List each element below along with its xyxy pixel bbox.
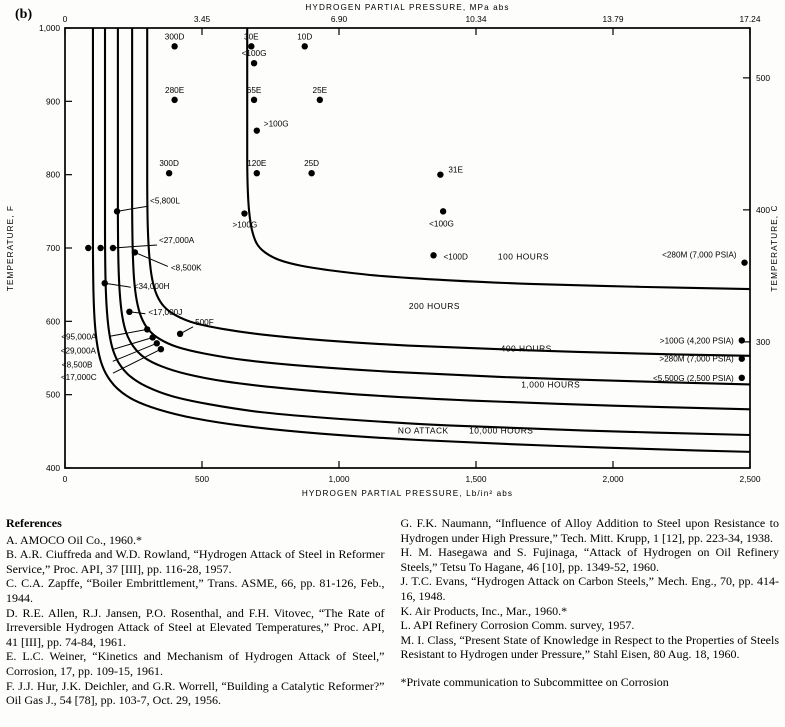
data-point-label: 300D xyxy=(164,32,185,42)
reference-item-f: F. J.J. Hur, J.K. Deichler, and G.R. Worrell, “Building a Catalytic Reformer?” Oil Gas J., 54 [78], pp. 103-7, Oct. 29, 1956. xyxy=(6,678,385,708)
data-point xyxy=(144,326,150,332)
curve-label: 10,000 HOURS xyxy=(469,425,534,436)
reference-item-a: A. AMOCO Oil Co., 1960.* xyxy=(6,532,143,547)
curve-label: 200 HOURS xyxy=(408,300,460,311)
data-point xyxy=(97,245,103,251)
point-leader-line xyxy=(113,349,161,373)
data-point-label: 10D xyxy=(297,32,313,42)
data-point xyxy=(166,170,172,176)
data-point xyxy=(110,245,116,251)
curve-label: 1,000 HOURS xyxy=(521,379,581,390)
y-left-tick-label: 900 xyxy=(46,96,60,107)
x-bottom-tick-label: 2,000 xyxy=(602,474,624,484)
reference-item-j: J. T.C. Evans, “Hydrogen Attack on Carbon Steels,” Mech. Eng., 70, pp. 414-16, 1948. xyxy=(400,574,779,603)
data-point xyxy=(132,249,138,255)
data-point-label: <8,500B xyxy=(61,360,93,370)
y-left-axis-title: TEMPERATURE, F xyxy=(6,204,15,292)
y-left-tick-label: 500 xyxy=(46,389,60,400)
y-right-tick-label: 400 xyxy=(756,204,770,215)
data-point-label: <95,000A xyxy=(61,332,97,342)
data-point xyxy=(114,208,120,214)
references-section xyxy=(6,516,779,724)
data-point xyxy=(171,43,177,49)
data-point-label: 280E xyxy=(165,85,185,95)
x-top-tick-label: 0 xyxy=(62,14,68,24)
x-bottom-axis-title: HYDROGEN PARTIAL PRESSURE, Lb/in² abs xyxy=(301,489,514,498)
data-point-label: <280M (7,000 PSIA) xyxy=(662,250,737,260)
data-point xyxy=(102,280,108,286)
data-point xyxy=(85,245,91,251)
x-bottom-tick-label: 1,500 xyxy=(465,474,487,484)
data-point xyxy=(739,375,745,381)
x-top-tick-label: 10.34 xyxy=(465,14,487,24)
reference-item-l: L. API Refinery Corrosion Comm. survey, 1957. xyxy=(400,618,635,633)
data-point xyxy=(149,334,155,340)
point-leader-line xyxy=(113,245,157,248)
data-point-label: 120E xyxy=(247,159,267,169)
data-point-label: <100G xyxy=(429,219,454,229)
data-point xyxy=(430,252,436,258)
data-point-label: <5,500G (2,500 PSIA) xyxy=(652,373,734,383)
point-leader-line xyxy=(113,343,157,361)
data-point xyxy=(177,331,183,337)
y-right-tick-label: 300 xyxy=(756,336,770,347)
data-point xyxy=(739,337,745,343)
data-point-label: 25E xyxy=(312,85,328,95)
y-left-tick-label: 400 xyxy=(46,463,60,473)
curve-label: 100 HOURS xyxy=(497,251,549,262)
reference-item-c: C. C.A. Zapffe, “Boiler Embrittlement,” Trans. ASME, 66, pp. 81-126, Feb., 1944. xyxy=(6,576,385,605)
data-point xyxy=(440,208,446,214)
y-left-tick-label: 600 xyxy=(46,316,60,327)
curve-label: NO ATTACK xyxy=(397,425,449,436)
reference-item-m: M. I. Class, “Present State of Knowledge in Respect to the Properties of Steels Resistant to Hydrogen under Pressure,” Stahl Eisen, 80 Aug. 18, 1960. xyxy=(400,632,779,662)
data-point xyxy=(308,170,314,176)
reference-item-e: E. L.C. Weiner, “Kinetics and Mechanism of Hydrogen Attack of Steel,” Corrosion, 17, pp. 109-15, 1961. xyxy=(6,649,385,678)
reference-item-g: G. F.K. Naumann, “Influence of Alloy Addition to Steel upon Resistance to Hydrogen under High Pressure,” Tech. Mitt. Krupp, 1 [12], pp. 223-34, 1938. xyxy=(400,516,779,545)
data-point-label: <27,000A xyxy=(158,236,195,245)
data-point-label: 31E xyxy=(448,165,463,175)
data-point xyxy=(171,97,177,103)
data-point-label: 300D xyxy=(159,159,179,169)
reference-item-k: K. Air Products, Inc., Mar., 1960.* xyxy=(400,603,568,618)
data-point-label: >280M (7,000 PSIA) xyxy=(659,354,734,364)
data-point-label: <29,000A xyxy=(60,346,96,356)
references-heading: References xyxy=(6,516,62,530)
references-footnote: *Private communication to Subcommittee on Corrosion xyxy=(400,674,669,689)
data-point xyxy=(317,97,323,103)
point-leader-line xyxy=(105,283,131,287)
data-point xyxy=(241,210,247,216)
data-point-label: <8,500K xyxy=(170,263,202,273)
x-top-tick-label: 13.79 xyxy=(602,14,624,24)
data-point xyxy=(254,127,260,133)
reference-item-b: B. A.R. Ciuffreda and W.D. Rowland, “Hydrogen Attack of Steel in Reformer Service,” Proc. API, 37 [III], pp. 116-28, 1957. xyxy=(6,547,385,576)
data-point-label: <34,000H xyxy=(133,282,170,292)
data-point-label: <5,800L xyxy=(150,196,180,206)
data-point xyxy=(254,170,260,176)
data-point xyxy=(302,43,308,49)
x-bottom-tick-label: 1,000 xyxy=(328,474,350,484)
reference-item-d: D. R.E. Allen, R.J. Jansen, P.O. Rosenthal, and F.H. Vitovec, “The Rate of Irreversible Hydrogen Attack of Steel at Elevated Temperatures,” Proc. API, 41 [III], pp. 74-84, 1961. xyxy=(6,605,385,649)
data-point xyxy=(126,309,132,315)
data-point-label: 30E xyxy=(244,32,259,42)
data-point xyxy=(741,259,747,265)
x-bottom-tick-label: 0 xyxy=(62,474,68,484)
data-point xyxy=(154,340,160,346)
curve-label: 400 HOURS xyxy=(500,343,552,354)
data-point xyxy=(251,60,257,66)
x-top-axis-title: HYDROGEN PARTIAL PRESSURE, MPa abs xyxy=(305,3,510,12)
data-point-label: >100G (4,200 PSIA) xyxy=(659,336,734,346)
data-point xyxy=(739,356,745,362)
x-top-tick-label: 17.24 xyxy=(739,14,761,24)
data-point-label: <17,000C xyxy=(60,373,97,383)
data-point-label: 500F xyxy=(195,317,214,327)
data-point-label: <100D xyxy=(443,252,468,262)
y-left-tick-label: 800 xyxy=(46,169,60,180)
x-top-tick-label: 3.45 xyxy=(193,14,211,24)
y-left-tick-label: 700 xyxy=(46,243,60,253)
reference-item-h: H. M. Hasegawa and S. Fujinaga, “Attack of Hydrogen on Oil Refinery Steels,” Tetsu To Hagane, 46 [10], pp. 1349-52, 1960. xyxy=(400,545,779,574)
x-top-tick-label: 6.90 xyxy=(330,14,348,24)
data-point-label: >100G xyxy=(263,119,289,129)
panel-label: (b) xyxy=(15,7,33,22)
data-point-label: <100G xyxy=(241,49,267,59)
y-right-tick-label: 500 xyxy=(756,72,770,83)
data-point xyxy=(158,346,164,352)
y-left-tick-label: 1,000 xyxy=(39,23,60,33)
data-point xyxy=(251,97,257,103)
curve-400-hours xyxy=(132,28,750,384)
point-leader-line xyxy=(135,252,168,266)
data-point-label: 65E xyxy=(246,85,262,95)
x-bottom-tick-label: 2,500 xyxy=(739,474,761,484)
x-bottom-tick-label: 500 xyxy=(195,474,209,484)
data-point-label: >100G xyxy=(232,220,258,230)
data-point-label: <17,000J xyxy=(148,307,183,317)
y-right-axis-title: TEMPERATURE, C xyxy=(770,204,779,292)
data-point xyxy=(437,171,443,177)
data-point-label: 25D xyxy=(304,159,320,169)
